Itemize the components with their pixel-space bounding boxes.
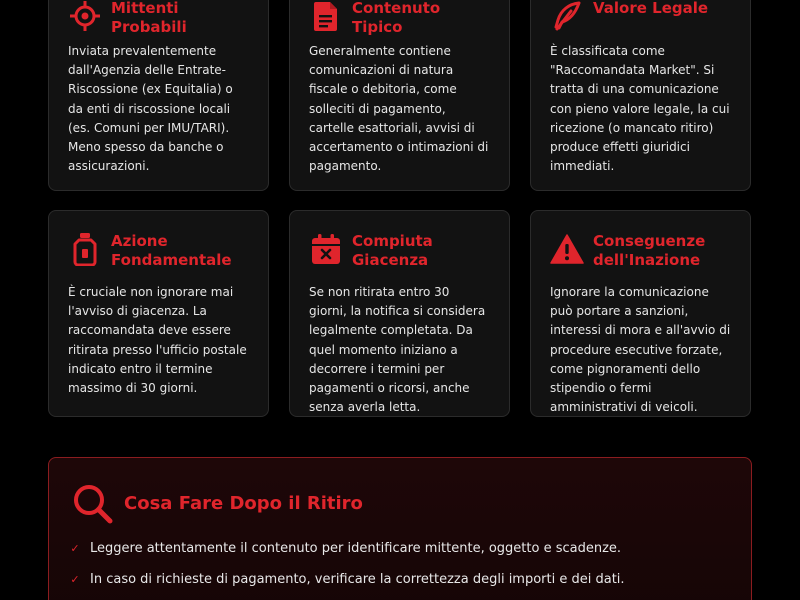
check-icon: ✓	[70, 572, 80, 586]
calendar-x-icon	[309, 232, 343, 266]
card-body: Inviata prevalentemente dall'Agenzia delle Entrate-Riscossione (ex Equitalia) o da enti di riscossione locali (es. Comuni per IMU/TARI). Meno spesso da banche o assicurazioni.	[68, 44, 233, 174]
target-icon	[68, 0, 102, 33]
card-valore	[530, 0, 751, 191]
panel-title: Cosa Fare Dopo il Ritiro	[124, 493, 363, 514]
warning-icon	[550, 232, 584, 266]
card-title: Azione Fondamentale	[111, 232, 232, 269]
document-icon	[309, 0, 343, 33]
card-body: Se non ritirata entro 30 giorni, la notifica si considera legalmente completata. Da quel momento iniziano a decorrere i termini per pagamenti o ricorsi, anche senza averla letta.	[309, 285, 486, 415]
card-body: È classificata come "Raccomandata Market". Si tratta di una comunicazione con pieno valore legale, la cui ricezione (o mancato ritiro) produce effetti giuridici immediati.	[550, 44, 730, 174]
bottle-icon	[68, 232, 102, 266]
card-title: Contenuto Tipico	[352, 0, 441, 36]
card-conseguenze	[530, 210, 751, 417]
check-icon: ✓	[70, 541, 80, 555]
card-title: Conseguenze dell'Inazione	[593, 232, 706, 269]
card-title: Compiuta Giacenza	[352, 232, 433, 269]
card-body: Ignorare la comunicazione può portare a sanzioni, interessi di mora e all'avvio di procedure esecutive forzate, come pignoramenti dello stipendio o fermi amministrativi di veicoli.	[550, 285, 731, 415]
card-compiuta	[289, 210, 510, 417]
card-azione	[48, 210, 269, 417]
card-mittenti	[48, 0, 269, 191]
card-contenuto	[289, 0, 510, 191]
list-item-text: In caso di richieste di pagamento, verificare la correttezza degli importi e dei dati.	[90, 571, 625, 587]
card-body: Generalmente contiene comunicazioni di natura fiscale o debitoria, come solleciti di pagamento, cartelle esattoriali, avvisi di accertamento o intimazioni di pagamento.	[309, 44, 489, 174]
list-item-text: Leggere attentamente il contenuto per identificare mittente, oggetto e scadenze.	[90, 540, 622, 556]
checklist	[69, 538, 625, 600]
feather-pen-icon	[550, 0, 584, 33]
card-title: Mittenti Probabili	[111, 0, 187, 36]
list-item	[69, 569, 625, 589]
list-item	[69, 538, 625, 558]
magnifier-icon	[71, 482, 115, 526]
card-body: È cruciale non ignorare mai l'avviso di giacenza. La raccomandata deve essere ritirata presso l'ufficio postale indicato entro il termine massimo di 30 giorni.	[68, 285, 247, 396]
after-pickup-panel	[48, 457, 752, 600]
card-title: Valore Legale	[593, 0, 709, 17]
